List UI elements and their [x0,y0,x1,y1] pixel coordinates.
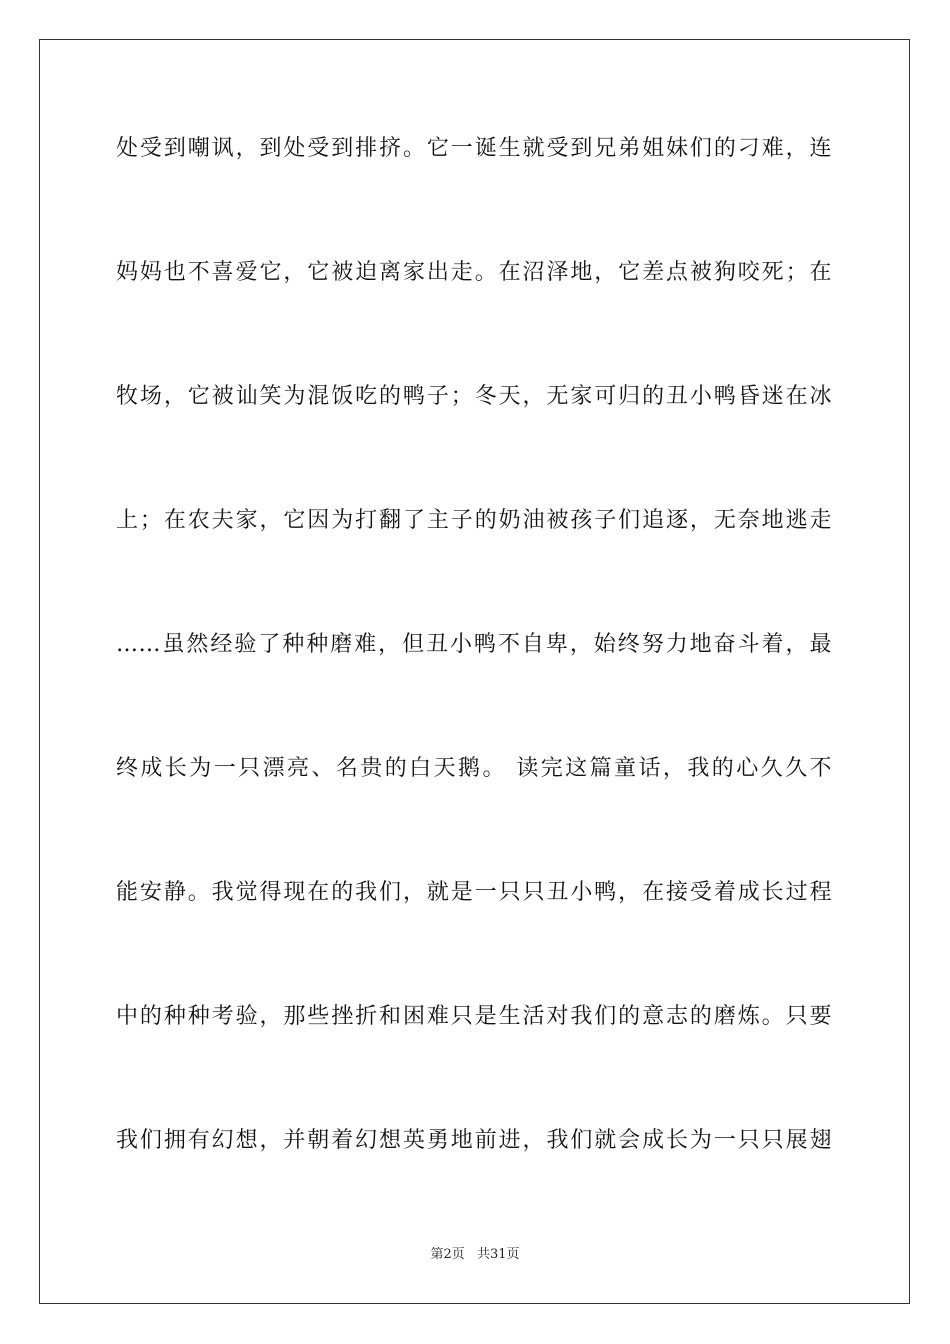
body-text-line: 我们拥有幻想，并朝着幻想英勇地前进，我们就会成长为一只只展翅 [116,1128,832,1153]
body-text-line: 中的种种考验，那些挫折和困难只是生活对我们的意志的磨炼。只要 [116,1004,832,1029]
body-text-line: 牧场，它被讪笑为混饭吃的鸭子；冬天，无家可归的丑小鸭昏迷在冰 [116,384,832,409]
body-text-line: 能安静。我觉得现在的我们，就是一只只丑小鸭，在接受着成长过程 [116,880,832,905]
page-border [39,39,910,1304]
page-footer [0,1246,950,1264]
page-number: 第2页 [430,1247,465,1262]
body-text-line: 上；在农夫家，它因为打翻了主子的奶油被孩子们追逐，无奈地逃走 [116,508,832,533]
body-text-line: 终成长为一只漂亮、名贵的白天鹅。 读完这篇童话，我的心久久不 [116,756,832,781]
page-total: 共31页 [476,1247,520,1262]
body-text-line: ……虽然经验了种种磨难，但丑小鸭不自卑，始终努力地奋斗着，最 [116,632,832,657]
body-text-line: 妈妈也不喜爱它，它被迫离家出走。在沼泽地，它差点被狗咬死；在 [116,260,832,285]
body-text-line: 处受到嘲讽，到处受到排挤。它一诞生就受到兄弟姐妹们的刁难，连 [116,136,832,161]
